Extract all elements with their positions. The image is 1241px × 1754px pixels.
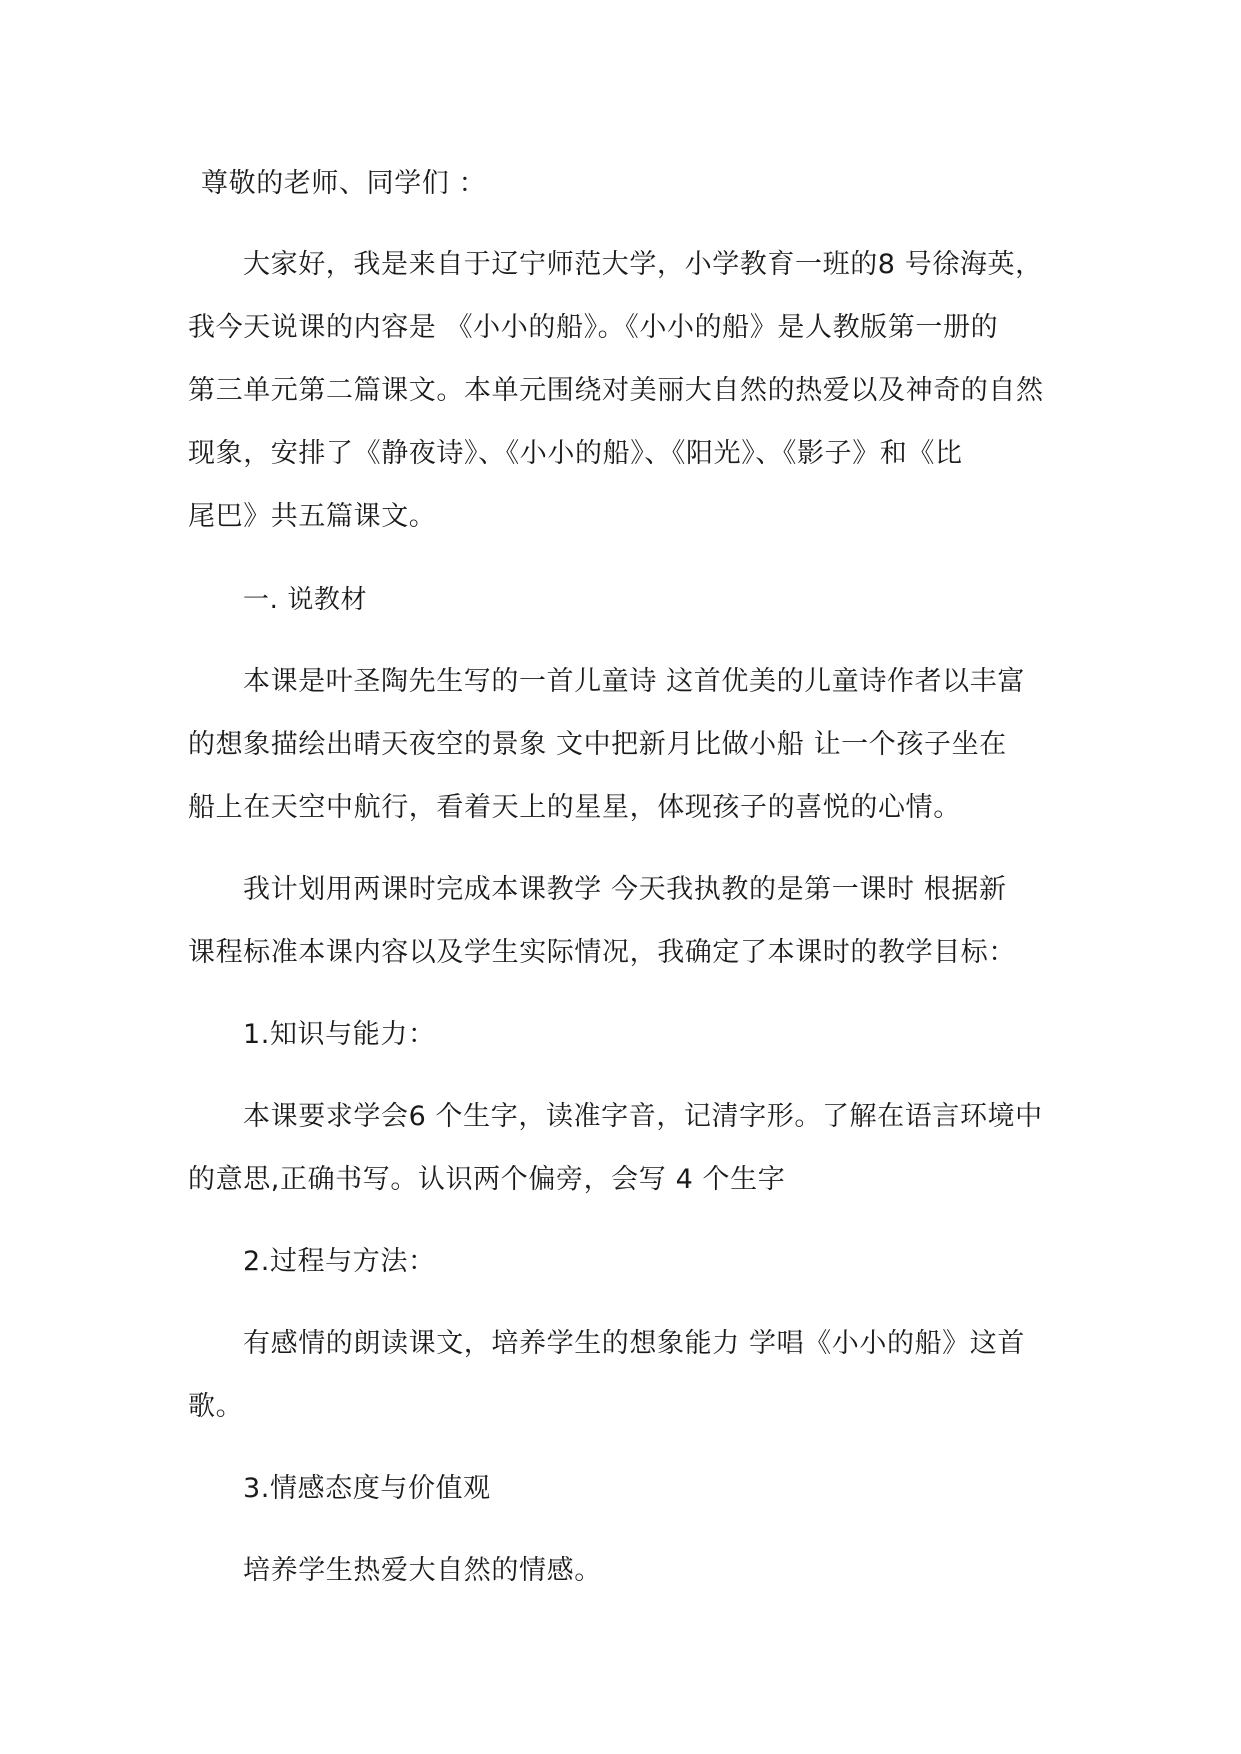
intro-paragraph-line-1: 大家好，我是来自于辽宁师范大学，小学教育一班的8 号徐海英，: [243, 249, 1043, 280]
process-paragraph-line-2: 歌。: [188, 1391, 244, 1422]
knowledge-paragraph-line-1: 本课要求学会6 个生字，读准字音，记清字形。了解在语言环境中: [243, 1101, 1043, 1132]
subheading-process-method: 2.过程与方法：: [243, 1246, 436, 1277]
intro-paragraph-line-4: 现象，安排了《静夜诗》、《小小的船》、《阳光》、《影子》和《比: [188, 438, 963, 469]
plan-paragraph-line-2: 课程标准本课内容以及学生实际情况，我确定了本课时的教学目标：: [188, 937, 1016, 968]
textbook-paragraph-line-2: 的想象描绘出晴天夜空的景象 文中把新月比做小船 让一个孩子坐在: [188, 729, 1007, 760]
section-heading-textbook: 一. 说教材: [243, 585, 368, 615]
textbook-paragraph-line-3: 船上在天空中航行，看着天上的星星，体现孩子的喜悦的心情。: [188, 792, 961, 823]
subheading-emotion-values: 3.情感态度与价值观: [243, 1473, 491, 1504]
intro-paragraph-line-3: 第三单元第二篇课文。本单元围绕对美丽大自然的热爱以及神奇的自然: [188, 375, 1044, 406]
subheading-knowledge-ability: 1.知识与能力：: [243, 1019, 436, 1050]
textbook-paragraph-line-1: 本课是叶圣陶先生写的一首儿童诗 这首优美的儿童诗作者以丰富: [243, 666, 1025, 697]
knowledge-paragraph-line-2: 的意思,正确书写。认识两个偏旁，会写 4 个生字: [188, 1164, 786, 1195]
greeting-line: 尊敬的老师、同学们 ：: [201, 168, 487, 199]
intro-paragraph-line-2: 我今天说课的内容是 《小小的船》。《小小的船》是人教版第一册的: [188, 312, 999, 343]
intro-paragraph-line-5: 尾巴》共五篇课文。: [188, 501, 437, 532]
plan-paragraph-line-1: 我计划用两课时完成本课教学 今天我执教的是第一课时 根据新: [243, 874, 1007, 905]
emotion-paragraph-line-1: 培养学生热爱大自然的情感。: [243, 1555, 602, 1586]
process-paragraph-line-1: 有感情的朗读课文，培养学生的想象能力 学唱《小小的船》这首: [243, 1328, 1025, 1359]
